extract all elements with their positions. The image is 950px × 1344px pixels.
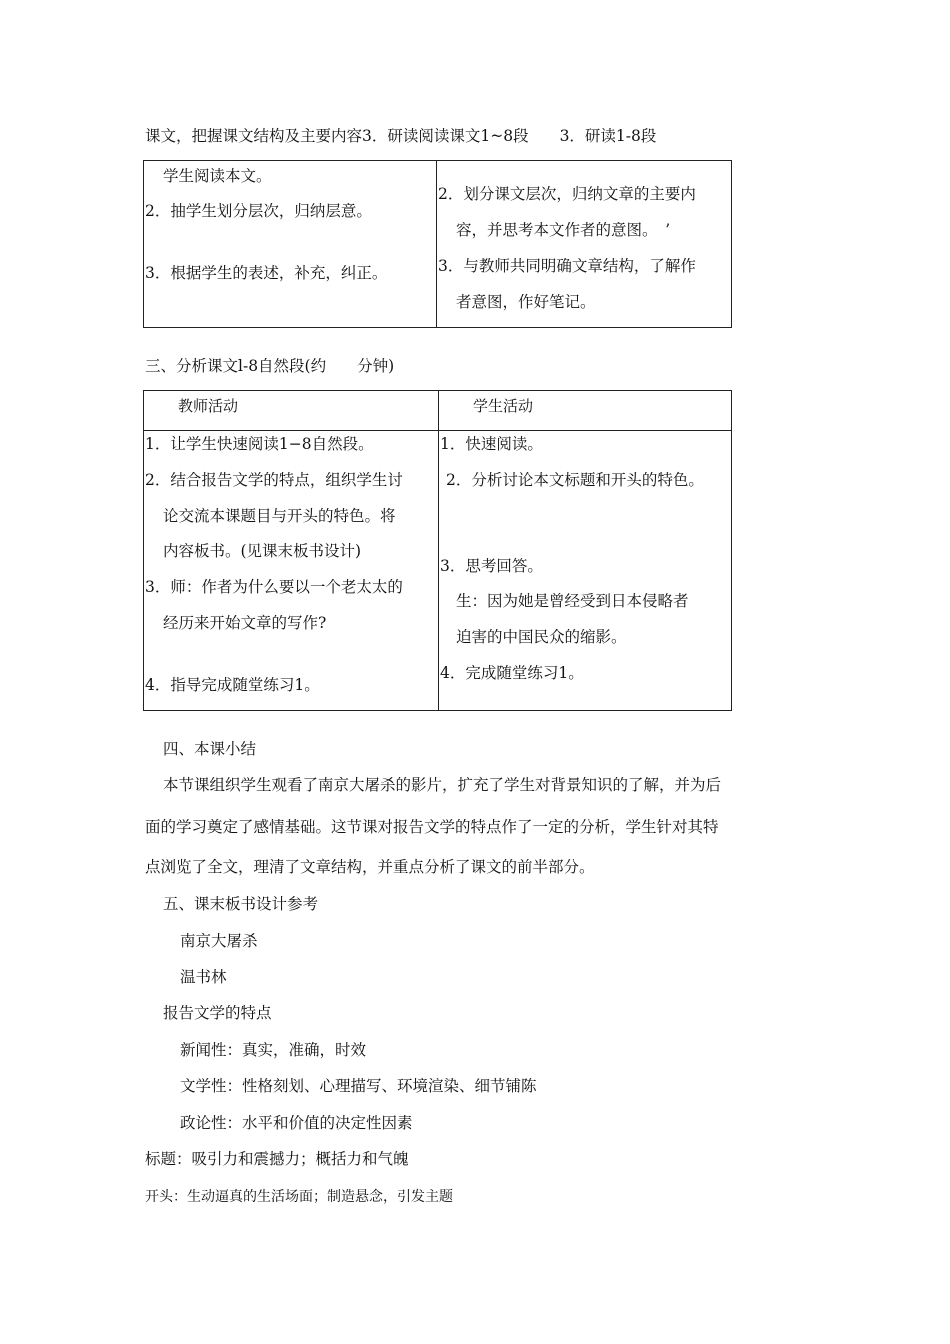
- table-1-left-line: 学生阅读本文。: [163, 167, 272, 185]
- intro-line: 课文，把握课文结构及主要内容3．研读阅读课文1~8段 3．研读1-8段: [145, 127, 657, 145]
- teacher-activity-line: 经历来开始文章的写作?: [163, 614, 327, 632]
- student-activity-line: 迫害的中国民众的缩影。: [456, 628, 627, 646]
- student-activity-line: 3．思考回答。: [440, 557, 543, 575]
- board-line: 温书林: [180, 968, 227, 986]
- board-line: 南京大屠杀: [180, 932, 258, 950]
- table-1-right-line: 者意图，作好笔记。: [456, 293, 596, 311]
- teacher-activity-line: 内容板书。(见课末板书设计): [163, 542, 362, 560]
- header-teacher-activity: 教师活动: [178, 397, 239, 415]
- board-line: 新闻性：真实，准确，时效: [180, 1041, 367, 1059]
- board-line: 标题：吸引力和震撼力；概括力和气魄: [145, 1150, 409, 1168]
- table-2-divider: [438, 390, 439, 711]
- table-1-right-line: 容，并思考本文作者的意图。 ’: [456, 221, 671, 239]
- section-4-title: 四、本课小结: [163, 740, 257, 758]
- summary-paragraph-line: 点浏览了全文，理清了文章结构，并重点分析了课文的前半部分。: [145, 858, 595, 876]
- section-3-title: 三、分析课文l-8自然段(约 分钟): [145, 357, 395, 375]
- board-line: 报告文学的特点: [163, 1004, 272, 1022]
- table-2-header-rule: [143, 430, 732, 431]
- header-student-activity: 学生活动: [473, 397, 534, 415]
- student-activity-line: 1．快速阅读。: [440, 435, 543, 453]
- table-1-left-line: 2．抽学生划分层次，归纳层意。: [145, 202, 372, 220]
- table-1-divider: [436, 160, 437, 328]
- table-1-right-line: 2．划分课文层次，归纳文章的主要内: [438, 185, 696, 203]
- summary-paragraph-line: 本节课组织学生观看了南京大屠杀的影片，扩充了学生对背景知识的了解，并为后: [163, 776, 722, 794]
- student-activity-line: 生：因为她是曾经受到日本侵略者: [456, 592, 689, 610]
- teacher-activity-line: 2．结合报告文学的特点，组织学生讨: [145, 471, 403, 489]
- teacher-activity-line: 论交流本课题目与开头的特色。将: [163, 507, 396, 525]
- summary-paragraph-line: 面的学习奠定了感情基础。这节课对报告文学的特点作了一定的分析，学生针对其特: [145, 818, 719, 836]
- table-1-left-line: 3．根据学生的表述，补充，纠正。: [145, 264, 388, 282]
- student-activity-line: 2．分析讨论本文标题和开头的特色。: [446, 471, 704, 489]
- section-5-title: 五、课末板书设计参考: [163, 895, 319, 913]
- board-line: 文学性：性格刻划、心理描写、环境渲染、细节铺陈: [180, 1077, 537, 1095]
- student-activity-line: 4．完成随堂练习1。: [440, 664, 584, 682]
- teacher-activity-line: 4．指导完成随堂练习1。: [145, 676, 320, 694]
- table-1-right-line: 3．与教师共同明确文章结构，了解作: [438, 257, 696, 275]
- teacher-activity-line: 1．让学生快速阅读1−8自然段。: [145, 435, 374, 453]
- teacher-activity-line: 3．师：作者为什么要以一个老太太的: [145, 578, 403, 596]
- board-line: 政论性：水平和价值的决定性因素: [180, 1114, 413, 1132]
- board-line: 开头：生动逼真的生活场面；制造悬念，引发主题: [145, 1189, 453, 1205]
